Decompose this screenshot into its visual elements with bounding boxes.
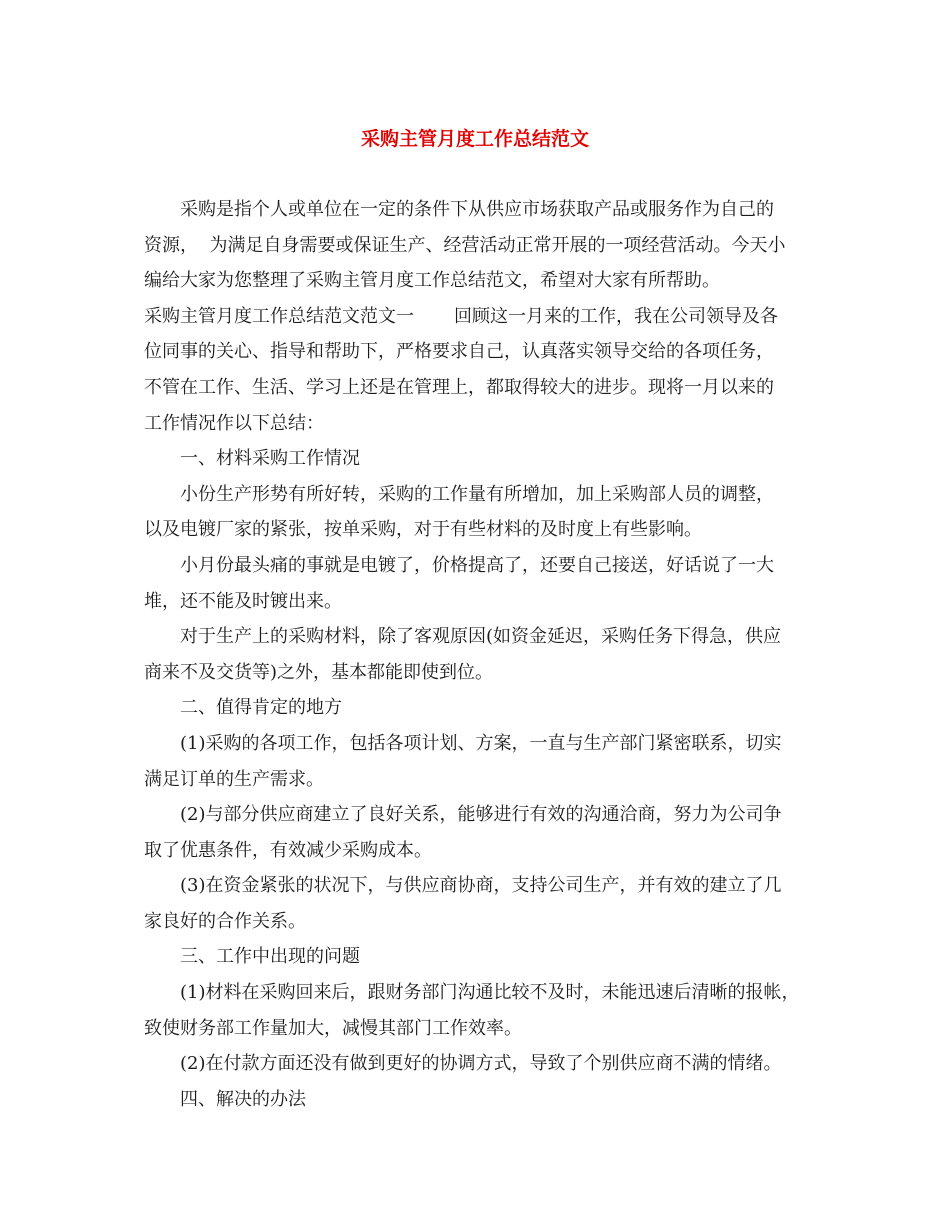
document-body	[144, 192, 812, 1117]
text-line: 取了优惠条件，有效减少采购成本。	[144, 839, 432, 861]
text-line: (1)材料在采购回来后，跟财务部门沟通比较不及时，未能迅速后清晰的报帐，	[180, 982, 800, 1004]
text-line: 对于生产上的采购材料，除了客观原因(如资金延迟，采购任务下得急，供应	[180, 626, 782, 648]
text-line: 致使财务部工作量加大，减慢其部门工作效率。	[144, 1017, 522, 1039]
text-line: 二、值得肯定的地方	[180, 697, 342, 719]
text-line: (2)与部分供应商建立了良好关系，能够进行有效的沟通洽商，努力为公司争	[180, 804, 782, 826]
text-line: (2)在付款方面还没有做到更好的协调方式，导致了个别供应商不满的情绪。	[180, 1053, 782, 1075]
text-line: 工作情况作以下总结：	[144, 412, 324, 434]
text-line: 商来不及交货等)之外，基本都能即使到位。	[144, 661, 494, 683]
text-line: 小月份最头痛的事就是电镀了，价格提高了，还要自己接送，好话说了一大	[180, 554, 774, 576]
text-line: 不管在工作、生活、学习上还是在管理上，都取得较大的进步。现将一月以来的	[144, 376, 774, 398]
document-title: 采购主管月度工作总结范文	[360, 128, 589, 150]
text-line: 以及电镀厂家的紧张，按单采购，对于有些材料的及时度上有些影响。	[144, 519, 702, 541]
text-line: 编给大家为您整理了采购主管月度工作总结范文，希望对大家有所帮助。	[144, 270, 720, 292]
text-line: 满足订单的生产需求。	[144, 768, 324, 790]
text-line: 一、材料采购工作情况	[180, 448, 360, 470]
text-line: 家良好的合作关系。	[144, 910, 306, 932]
text-line: 四、解决的办法	[180, 1088, 306, 1110]
text-line: 采购主管月度工作总结范文范文一 回顾这一月来的工作，我在公司领导及各	[144, 305, 779, 327]
text-line: (1)采购的各项工作，包括各项计划、方案，一直与生产部门紧密联系，切实	[180, 732, 782, 754]
text-line: 小份生产形势有所好转，采购的工作量有所增加，加上采购部人员的调整，	[180, 483, 774, 505]
text-line: 堆，还不能及时镀出来。	[144, 590, 342, 612]
text-line: (3)在资金紧张的状况下，与供应商协商，支持公司生产，并有效的建立了几	[180, 875, 782, 897]
text-line: 位同事的关心、指导和帮助下，严格要求自己，认真落实领导交给的各项任务，	[144, 341, 774, 363]
text-line: 资源， 为满足自身需要或保证生产、经营活动正常开展的一项经营活动。今天小	[144, 234, 786, 256]
text-line: 采购是指个人或单位在一定的条件下从供应市场获取产品或服务作为自己的	[180, 199, 774, 220]
text-line: 三、工作中出现的问题	[180, 946, 360, 968]
